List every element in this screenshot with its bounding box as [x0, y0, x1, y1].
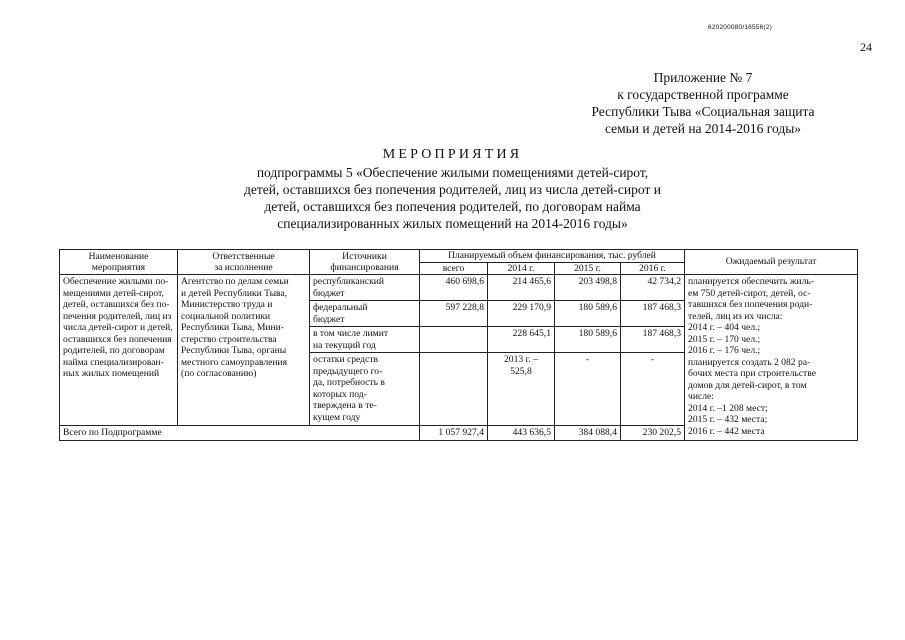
appendix-line: Приложение № 7 — [653, 70, 753, 85]
total-cell: 460 698,6 — [420, 275, 488, 301]
responsible-cell: Агентство по делам семьи и детей Республики Тыва, Министерство труда и социальной политики Республики Тыва, Мини- стерство строительства Республики Тыва, органы местного самоуправления (по согласованию) — [178, 275, 310, 426]
total-cell — [420, 353, 488, 426]
year-2016-cell: 42 734,2 — [621, 275, 685, 301]
year-2015-cell: - — [555, 353, 621, 426]
year-2014-cell: 229 170,9 — [488, 301, 555, 327]
appendix-line: к государственной программе — [617, 87, 789, 102]
year-2014-cell: 2013 г. – 525,8 — [488, 353, 555, 426]
year-2015-cell: 180 589,6 — [555, 327, 621, 353]
year-2014-cell: 214 465,6 — [488, 275, 555, 301]
total-cell: 1 057 927,4 — [420, 426, 488, 441]
year-2015-cell: 203 498,8 — [555, 275, 621, 301]
activity-name-cell: Обеспечение жилыми по- мещениями детей-сирот, детей, оставшихся без по- печения родителей, лиц из числа детей-сирот и детей, оставшихся без попечения родителей, по договорам найма специализирован- ных жилых помещений — [60, 275, 178, 426]
appendix-line: семьи и детей на 2014-2016 годы» — [604, 121, 802, 136]
year-2014-cell: 443 636,5 — [488, 426, 555, 441]
table-header-row — [60, 250, 858, 263]
header-total: всего — [420, 262, 488, 275]
year-2015-cell: 180 589,6 — [555, 301, 621, 327]
activities-table — [59, 249, 858, 441]
year-2015-cell: 384 088,4 — [555, 426, 621, 441]
document-title: МЕРОПРИЯТИЯ — [382, 147, 523, 162]
subtitle-line: детей, оставшихся без попечения родителей, лиц из числа детей-сирот и — [244, 182, 661, 197]
total-cell — [420, 327, 488, 353]
year-2014-cell: 228 645,1 — [488, 327, 555, 353]
expected-result-cell: планируется обеспечить жиль- ем 750 детей-сирот, детей, ос- тавшихся без попечения роди- телей, лиц из их числа: 2014 г. – 404 чел.; 2015 г. – 170 чел.; 2016 г. – 176 чел.; планируется создать 2 082 ра- бочих места при строительстве домов для детей-сирот, в том числе: 2014 г. –1 208 мест; 2015 г. – 432 места; 2016 г. – 442 места — [685, 275, 858, 441]
total-row-label: Всего по Подпрограмме — [60, 426, 420, 441]
header-funding-sources: Источники финансирования — [310, 250, 420, 275]
page-number: 24 — [860, 40, 872, 54]
document-subtitle — [150, 164, 755, 232]
year-2016-cell: - — [621, 353, 685, 426]
year-2016-cell: 230 202,5 — [621, 426, 685, 441]
source-cell: в том числе лимит на текущий год — [310, 327, 420, 353]
year-2016-cell: 187 468,3 — [621, 327, 685, 353]
year-2016-cell: 187 468,3 — [621, 301, 685, 327]
header-year-2016: 2016 г. — [621, 262, 685, 275]
source-cell: федеральный бюджет — [310, 301, 420, 327]
document-id: 620200080/16556(2) — [708, 24, 772, 31]
header-responsible: Ответственные за исполнение — [178, 250, 310, 275]
source-cell: республиканский бюджет — [310, 275, 420, 301]
source-cell: остатки средств предыдущего го- да, потребность в которых под- тверждена в те- кущем году — [310, 353, 420, 426]
header-planned-funding: Планируемый объем финансирования, тыс. рублей — [420, 250, 685, 263]
subtitle-line: специализированных жилых помещений на 2014-2016 годы» — [277, 216, 628, 231]
header-year-2015: 2015 г. — [555, 262, 621, 275]
subtitle-line: подпрограммы 5 «Обеспечение жилыми помещениями детей-сирот, — [256, 165, 649, 180]
header-year-2014: 2014 г. — [488, 262, 555, 275]
appendix-heading — [543, 69, 863, 137]
appendix-line: Республики Тыва «Социальная защита — [591, 104, 815, 119]
header-activity-name: Наименование мероприятия — [60, 250, 178, 275]
table-row — [60, 275, 858, 301]
subtitle-line: детей, оставшихся без попечения родителей, по договорам найма — [264, 199, 641, 214]
total-cell: 597 228,8 — [420, 301, 488, 327]
header-expected-result: Ожидаемый результат — [685, 250, 858, 275]
